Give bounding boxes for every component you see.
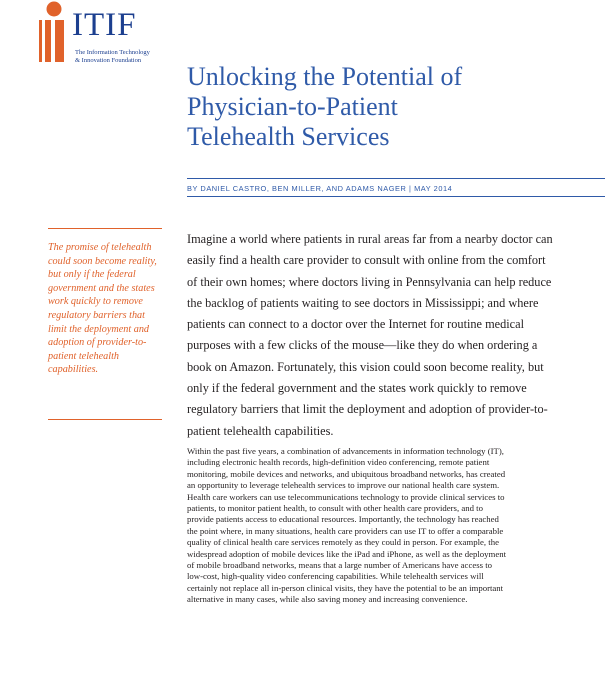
body-line: an opportunity to leverage telehealth services to improve our national health care system. [187,480,500,491]
pullquote-line: government and the states [48,282,155,294]
lead-line: Imagine a world where patients in rural areas far from a nearby doctor can [187,232,553,246]
body-line: certainly not replace all in-person clinical visits, they have the potential to be an important [187,582,504,593]
pullquote [48,241,166,377]
byline: BY DANIEL CASTRO, BEN MILLER, AND ADAMS NAGER | MAY 2014 [187,184,453,193]
pullquote-line: patient telehealth [48,350,120,362]
body-line: alternative in many cases, while also saving money and increasing convenience. [187,594,468,605]
lead-line: of their own homes; where doctors living in Pennsylvania can help reduce [187,274,552,289]
pullquote-line: work quickly to remove [48,296,143,308]
report-title [187,62,587,152]
body-line: monitoring, mobile devices and networks, and ubiquitous broadband networks, has created [187,468,506,479]
body-line: quality of clinical health care services remotely as they could in person. For example, the [187,537,499,548]
body-line: widespread adoption of mobile devices like the iPad and iPhone, as well as the deployment [187,548,507,559]
body-line: of mobile broadband networks, means that a large number of Americans have access to [187,560,493,571]
lead-line: patient telehealth capabilities. [187,423,334,438]
body-paragraph [187,446,587,606]
pullquote-bottom-rule [48,419,162,420]
logo-subtitle-line: The Information Technology [75,49,150,56]
pullquote-line: adoption of provider-to- [48,337,147,349]
byline-top-rule [187,178,605,179]
pullquote-line: capabilities. [48,364,99,376]
byline-bottom-rule [187,196,605,197]
pullquote-top-rule [48,228,162,229]
logo-subtitle-line: & Innovation Foundation [75,56,142,64]
lead-line: the backlog of patients waiting to see doctors in Mississippi; and where [187,295,539,310]
pullquote-line: limit the deployment and [48,323,150,335]
body-line: low-cost, high-quality video conferencing capabilities. While telehealth services will [187,571,484,582]
body-line: the point where, in many situations, health care providers can use IT to offer a comparable [187,525,504,536]
lead-line: only if the federal government and the states work quickly to remove [187,381,527,396]
lead-line: easily find a health care provider to consult with online from the comfort [187,253,546,268]
body-line: patients, to monitor patient health, to consult with other health care providers, and to [187,503,483,514]
lead-line: book on Amazon. Fortunately, this vision could soon become reality, but [187,359,544,374]
title-line: Unlocking the Potential of [187,62,463,91]
body-line: Health care workers can use telecommunications technology to provide clinical services to [187,491,505,502]
pullquote-line: The promise of telehealth [48,242,152,253]
lead-line: patients can connect to a doctor over the Internet for routine medical [187,317,524,332]
title-line: Telehealth Services [187,122,390,151]
logo-wordmark: ITIF [72,7,137,43]
logo-subtitle [75,49,150,64]
pullquote-line: but only if the federal [48,269,136,281]
itif-logo-mark-icon [35,0,75,62]
lead-paragraph [187,229,582,442]
lead-line: purposes with a few clicks of the mouse—like they do when ordering a [187,338,538,353]
body-line: provide patients access to educational resources. Importantly, the technology has reached [187,514,499,525]
body-line: Within the past five years, a combination of advancements in information technology (IT), [187,446,504,456]
body-line: including electronic health records, high-definition video conferencing, remote patient [187,457,490,468]
pullquote-line: could soon become reality, [48,255,157,267]
pullquote-line: regulatory barriers that [48,309,145,321]
title-line: Physician-to-Patient [187,92,398,121]
lead-line: regulatory barriers that limit the deployment and adoption of provider-to- [187,402,548,417]
itif-logo [35,0,195,70]
